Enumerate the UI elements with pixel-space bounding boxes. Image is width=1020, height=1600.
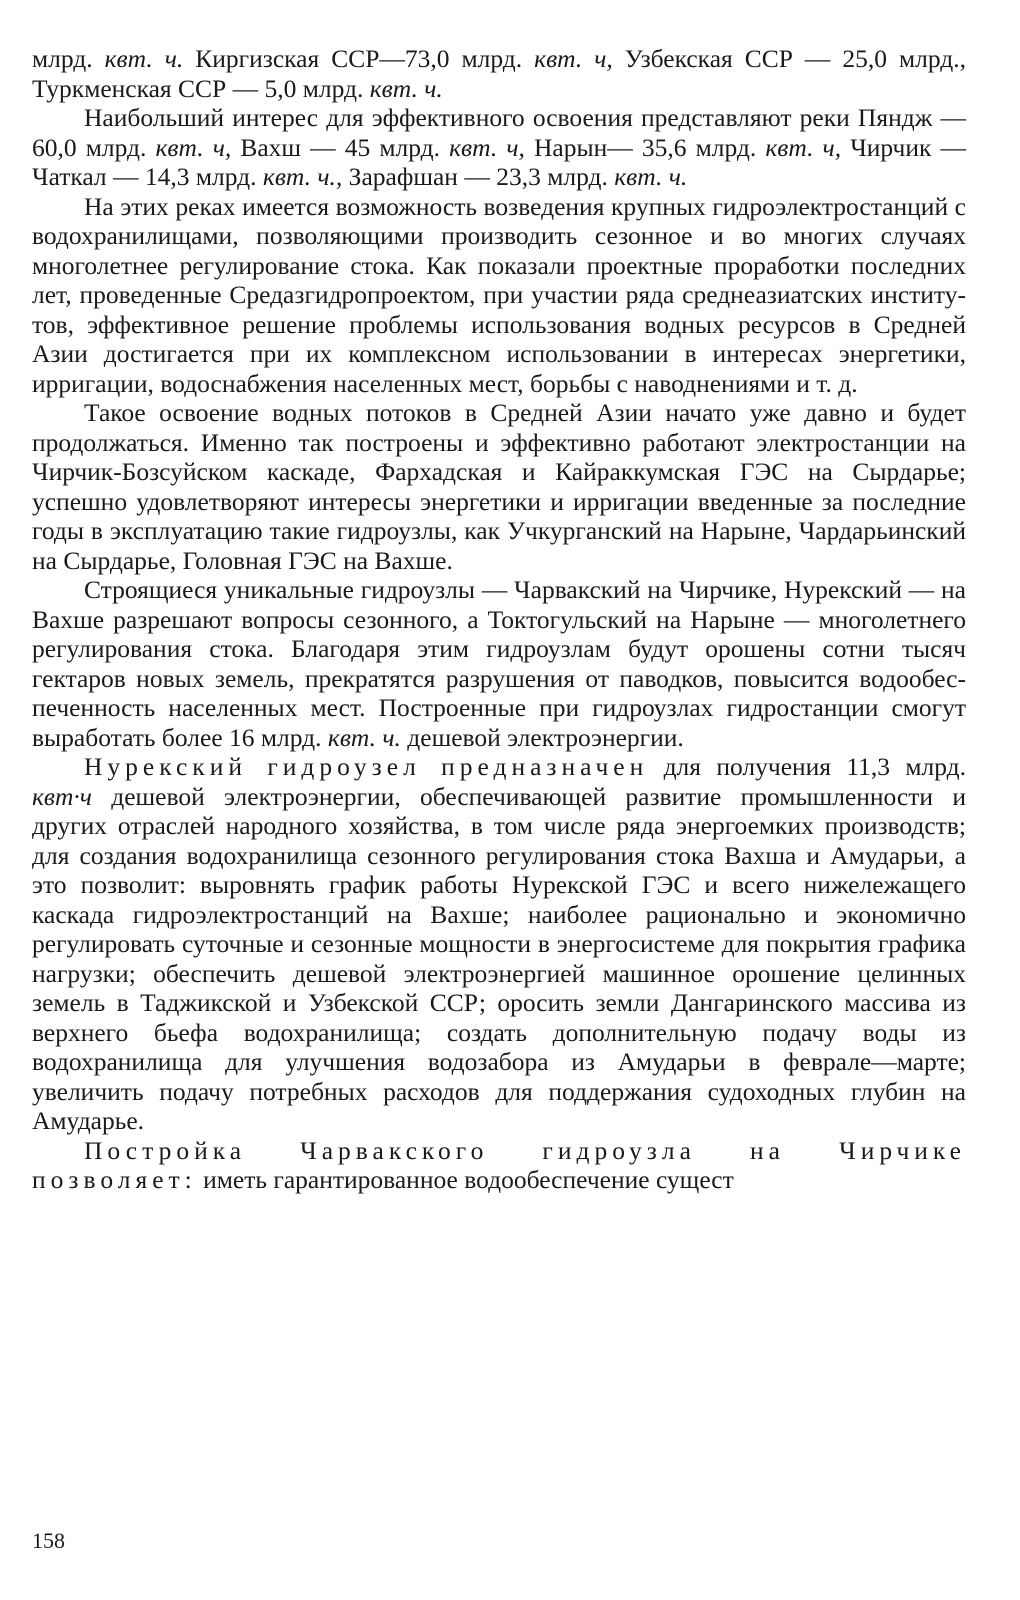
paragraph — [32, 575, 966, 752]
italic-unit: квт. ч., — [262, 162, 343, 191]
text-run: Строящиеся уникальные гидроузлы — Чарвакский на Чирчике, Нурекский — на Вахше разрешают вопросы сезонного, а Токтогульский на Нарыне — многолетнего регулирования стока. Благодаря этим гидроузлам будут орошены сотни тысяч гектаров новых земель, прекратятся разрушения от паводков, повысится водообеспеченность населенных мест. Построенные при гидроузлах гидростанции смогут выработать более 16 млрд. — [32, 575, 966, 752]
text-run: Вахш — 45 млрд. — [231, 132, 450, 162]
italic-unit: квт. ч. — [614, 162, 688, 191]
page-number: 158 — [32, 1528, 65, 1553]
text-run: Киргизская ССР—73,0 млрд. — [183, 44, 535, 73]
text-run: Наибольший интерес для эффективного освоения представляют реки Пяндж — 60,0 млрд. — [32, 103, 966, 162]
italic-unit: квт. ч. — [104, 44, 184, 73]
text-run: Нарын— 35,6 млрд. — [524, 132, 766, 162]
italic-unit: квт. ч, — [534, 44, 613, 73]
text-run: дешевой электроэнергии. — [400, 722, 684, 752]
text-run: Такое освоение водных потоков в Средней Азии начато уже давно и будет продолжаться. Именно так построены и эффективно работают электростанции на Чирчик-Бозсуйском каскаде, Фархадская и Кайраккумская ГЭС на Сырдарье; успешно удовлетворяют интересы энергетики и ирригации введенные за последние годы в эксплуатацию такие гидроузлы, как Учкурганский на Нарыне, Чардарьинский на Сырдарье, Головная ГЭС на Вахше. — [32, 398, 966, 575]
text-run: Зарафшан — 23,3 млрд. — [342, 162, 615, 191]
text-run: Узбекская ССР — 25,0 млрд., Туркменская ССР — 5,0 млрд. — [32, 44, 967, 103]
text-run: Чирчик — Чаткал — 14,3 млрд. — [32, 132, 967, 191]
italic-unit: квт. ч, — [765, 132, 842, 162]
paragraph — [32, 103, 966, 192]
paragraph — [32, 752, 966, 1136]
italic-unit: квт·ч — [32, 781, 92, 811]
text-run: млрд. — [32, 44, 105, 73]
paragraph — [32, 44, 966, 103]
paragraph — [32, 192, 966, 399]
paragraph — [32, 398, 966, 575]
italic-unit: квт. ч, — [449, 132, 525, 162]
spaced-emphasis: Постройка Чарвакского гидроузла на Чирчике позволяет: — [32, 1135, 966, 1194]
page-body — [32, 44, 966, 1195]
italic-unit: квт. ч. — [369, 73, 443, 103]
paragraph — [32, 1136, 966, 1195]
italic-unit: квт. ч. — [327, 722, 401, 752]
text-run: для получения 11,3 млрд. — [648, 752, 966, 781]
text-run: дешевой электроэнергии, обеспечивающей развитие промышленности и других отраслей народного хозяйства, в том числе ряда энергоемких производств; для создания водохранилища сезонного регулирования стока Вахша и Амударьи, а это позволит: выровнять график работы Нурекской ГЭС и всего нижележащего каскада гидроэлектростанций на Вахше; наиболее рационально и экономично регулировать суточные и сезонные мощности в энергосистеме для покрытия графика нагрузки; обеспечить дешевой электроэнергией машинное орошение целинных земель в Таджикской и Узбекской ССР; оросить земли Дангаринского массива из верхнего бьефа водохранилища; создать дополнительную подачу воды из водохранилища для улучшения водозабора из Амударьи в феврале—марте; увеличить подачу потребных расходов для поддержания судоходных глубин на Амударье. — [32, 781, 966, 1135]
italic-unit: квт. ч, — [155, 132, 232, 162]
text-run: На этих реках имеется возможность возведения крупных гидроэлектростанций с водохранилищами, позволяющими производить сезонное и во многих случаях многолетнее регулирование стока. Как показали проектные проработки последних лет, проведенные Средазгидропроектом, при участии ряда среднеазиатских институтов, эффективное решение проблемы использования водных ресурсов в Средней Азии достигается при их комплексном использовании в интересах энергетики, ирригации, водоснабжения населенных мест, борьбы с наводнениями и т. д. — [32, 191, 966, 398]
text-run: иметь гарантированное водообеспечение сущест — [196, 1165, 734, 1194]
spaced-emphasis: Нурекский гидроузел предназначен — [84, 752, 649, 781]
